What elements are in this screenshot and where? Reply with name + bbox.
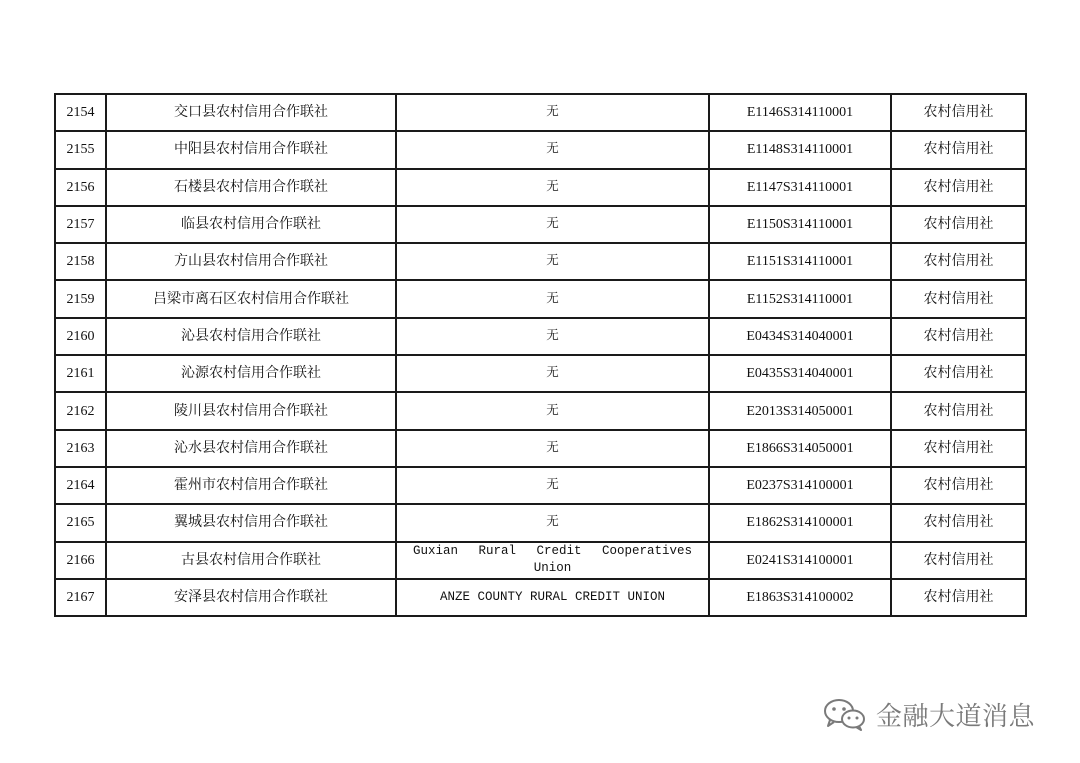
institution-type-cell: 农村信用社 xyxy=(891,131,1026,168)
institution-code-cell: E1146S314110001 xyxy=(709,94,891,131)
table-row xyxy=(55,243,1026,280)
institution-type-cell: 农村信用社 xyxy=(891,94,1026,131)
english-name-cell: 无 xyxy=(396,504,709,541)
institution-name-cell: 翼城县农村信用合作联社 xyxy=(106,504,396,541)
institution-name-cell: 方山县农村信用合作联社 xyxy=(106,243,396,280)
institution-code-cell: E1150S314110001 xyxy=(709,206,891,243)
row-number-cell: 2158 xyxy=(55,243,106,280)
table-row xyxy=(55,131,1026,168)
english-name-text: ANZE COUNTY RURAL CREDIT UNION xyxy=(439,590,666,604)
row-number-cell: 2157 xyxy=(55,206,106,243)
institution-type-cell: 农村信用社 xyxy=(891,504,1026,541)
table-row xyxy=(55,504,1026,541)
institution-type-cell: 农村信用社 xyxy=(891,430,1026,467)
institution-type-cell: 农村信用社 xyxy=(891,169,1026,206)
english-name-cell: 无 xyxy=(396,280,709,317)
row-number-cell: 2156 xyxy=(55,169,106,206)
table-row xyxy=(55,430,1026,467)
table-row xyxy=(55,318,1026,355)
row-number-cell: 2154 xyxy=(55,94,106,131)
english-name-cell xyxy=(396,542,709,579)
institution-name-cell: 霍州市农村信用合作联社 xyxy=(106,467,396,504)
table-row xyxy=(55,579,1026,616)
table-row xyxy=(55,94,1026,131)
institution-type-cell: 农村信用社 xyxy=(891,392,1026,429)
institution-name-cell: 沁水县农村信用合作联社 xyxy=(106,430,396,467)
table-row xyxy=(55,169,1026,206)
institution-code-cell: E1147S314110001 xyxy=(709,169,891,206)
row-number-cell: 2165 xyxy=(55,504,106,541)
table-row xyxy=(55,280,1026,317)
table-row xyxy=(55,392,1026,429)
row-number-cell: 2166 xyxy=(55,542,106,579)
institution-type-cell: 农村信用社 xyxy=(891,579,1026,616)
institution-type-cell: 农村信用社 xyxy=(891,542,1026,579)
row-number-cell: 2160 xyxy=(55,318,106,355)
english-name-cell: 无 xyxy=(396,392,709,429)
table-body xyxy=(55,94,1026,616)
institution-type-cell: 农村信用社 xyxy=(891,280,1026,317)
row-number-cell: 2163 xyxy=(55,430,106,467)
english-name-cell xyxy=(396,579,709,616)
institution-code-cell: E1862S314100001 xyxy=(709,504,891,541)
row-number-cell: 2155 xyxy=(55,131,106,168)
english-name-cell: 无 xyxy=(396,206,709,243)
institution-name-cell: 沁县农村信用合作联社 xyxy=(106,318,396,355)
row-number-cell: 2167 xyxy=(55,579,106,616)
institution-name-cell: 中阳县农村信用合作联社 xyxy=(106,131,396,168)
table-row xyxy=(55,467,1026,504)
wechat-icon xyxy=(822,697,868,731)
institution-name-cell: 石楼县农村信用合作联社 xyxy=(106,169,396,206)
table-row xyxy=(55,355,1026,392)
watermark-text: 金融大道消息 xyxy=(876,701,1036,732)
institution-code-cell: E2013S314050001 xyxy=(709,392,891,429)
institution-code-cell: E1152S314110001 xyxy=(709,280,891,317)
institution-name-cell: 交口县农村信用合作联社 xyxy=(106,94,396,131)
institution-code-cell: E1151S314110001 xyxy=(709,243,891,280)
institution-code-cell: E0237S314100001 xyxy=(709,467,891,504)
institution-type-cell: 农村信用社 xyxy=(891,318,1026,355)
english-name-cell: 无 xyxy=(396,355,709,392)
english-name-cell: 无 xyxy=(396,131,709,168)
english-name-cell: 无 xyxy=(396,94,709,131)
institution-name-cell: 陵川县农村信用合作联社 xyxy=(106,392,396,429)
english-name-cell: 无 xyxy=(396,243,709,280)
institution-name-cell: 吕梁市离石区农村信用合作联社 xyxy=(106,280,396,317)
institution-name-cell: 沁源农村信用合作联社 xyxy=(106,355,396,392)
english-name-cell: 无 xyxy=(396,430,709,467)
institution-type-cell: 农村信用社 xyxy=(891,467,1026,504)
institution-name-cell: 古县农村信用合作联社 xyxy=(106,542,396,579)
row-number-cell: 2162 xyxy=(55,392,106,429)
institution-code-cell: E1863S314100002 xyxy=(709,579,891,616)
institution-code-cell: E0241S314100001 xyxy=(709,542,891,579)
english-name-cell: 无 xyxy=(396,318,709,355)
institution-type-cell: 农村信用社 xyxy=(891,243,1026,280)
watermark xyxy=(822,694,1035,734)
institution-type-cell: 农村信用社 xyxy=(891,206,1026,243)
row-number-cell: 2159 xyxy=(55,280,106,317)
institution-code-cell: E0434S314040001 xyxy=(709,318,891,355)
table-row xyxy=(55,542,1026,579)
english-name-cell: 无 xyxy=(396,169,709,206)
institution-name-cell: 安泽县农村信用合作联社 xyxy=(106,579,396,616)
english-name-cell: 无 xyxy=(396,467,709,504)
row-number-cell: 2164 xyxy=(55,467,106,504)
english-name-text: Guxian Rural Credit Cooperatives Union xyxy=(413,544,692,576)
row-number-cell: 2161 xyxy=(55,355,106,392)
institution-code-cell: E1148S314110001 xyxy=(709,131,891,168)
table-row xyxy=(55,206,1026,243)
institution-name-cell: 临县农村信用合作联社 xyxy=(106,206,396,243)
institution-type-cell: 农村信用社 xyxy=(891,355,1026,392)
institution-code-cell: E1866S314050001 xyxy=(709,430,891,467)
institution-table xyxy=(54,93,1027,617)
institution-code-cell: E0435S314040001 xyxy=(709,355,891,392)
